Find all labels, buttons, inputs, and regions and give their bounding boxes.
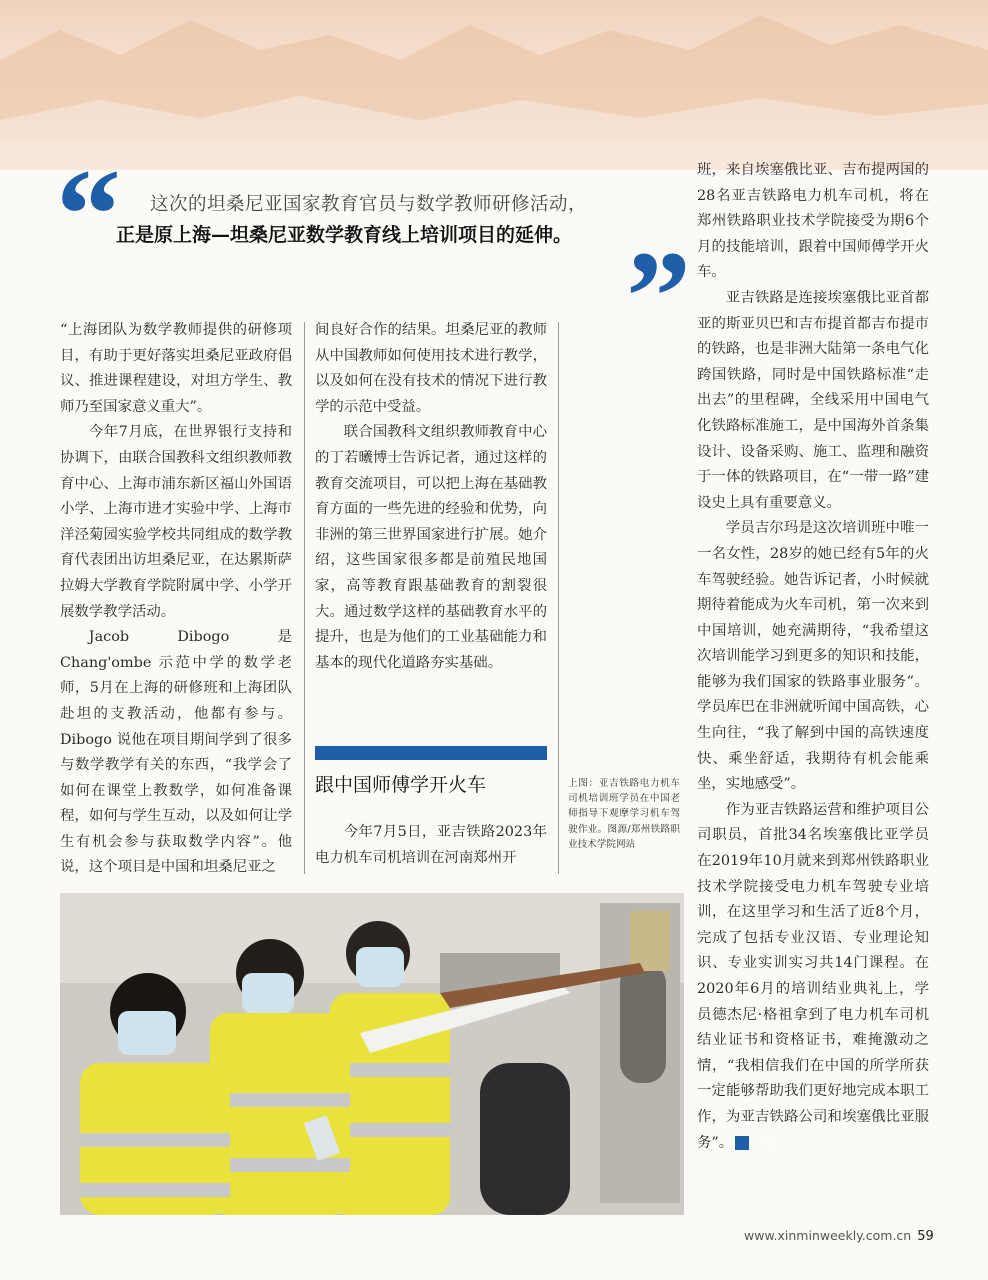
paragraph: 学员吉尔玛是这次培训班中唯一一名女性，28岁的她已经有5年的火车驾驶经验。她告诉记者，小时候就期待着能成为火车司机，第一次来到中国培训，她充满期待，“我希望这次培训能学习到更多的知识和技能，能够为我们国家的铁路事业服务”。学员库巴在非洲就听闻中国高铁，心生向往，“我了解到中国的高铁速度快、乘坐舒适，我期待有机会能乘坐，实地感受”。 — [697, 520, 929, 793]
column-divider — [304, 322, 305, 874]
subheading-bar — [315, 746, 547, 760]
paragraph-text: 作为亚吉铁路运营和维护项目公司职员，首批34名埃塞俄比亚学员在2019年10月就来到郑州铁路职业技术学院接受电力机车驾驶专业培训，在这里学习和生活了近8个月，完成了包括专业汉语、专业理论知识、专业实训实习共14门课程。在2020年6月的培训结业典礼上，学员德杰尼·格祖拿到了电力机车司机结业证书和资格证书，难掩激动之情，“我相信我们在中国的所学所获一定能够帮助我们更好地完成本职工作，为亚吉铁路公司和埃塞俄比亚服务”。 — [697, 801, 929, 1151]
paragraph: “上海团队为数学教师提供的研修项目，有助于更好落实坦桑尼亚政府倡议、推进课程建设，对坦方学生、教师乃至国家意义重大”。 — [60, 322, 292, 415]
paragraph: 今年7月底，在世界银行支持和协调下，由联合国教科文组织教师教育中心、上海市浦东新区福山外国语小学、上海市进才实验中学、上海市洋泾菊园实验学校共同组成的数学教育代表团出访坦桑尼亚，在达累斯萨拉姆大学教育学院附属中学、小学开展数学教学活动。 — [60, 424, 292, 620]
paragraph: 班，来自埃塞俄比亚、吉布提两国的28名亚吉铁路电力机车司机，将在郑州铁路职业技术学院接受为期6个月的技能培训，跟着中国师傅学开火车。 — [697, 162, 929, 281]
paragraph: 亚吉铁路是连接埃塞俄比亚首都亚的斯亚贝巴和吉布提首都吉布提市的铁路，也是非洲大陆第一条电气化跨国铁路，同时是中国铁路标准“走出去”的里程碑，全线采用中国电气化铁路标准施工，是中国海外首条集设计、设备采购、施工、监理和融资于一体的铁路项目，在“一带一路”建设史上具有重要意义。 — [697, 289, 929, 511]
end-mark-icon: 民 — [735, 1136, 749, 1150]
pull-quote-line-2: 正是原上海—坦桑尼亚数学教育线上培训项目的延伸。 — [116, 224, 573, 246]
article-column-2 — [315, 318, 547, 718]
close-quote-mark-icon: ” — [626, 225, 691, 369]
website-url: www.xinminweekly.com.cn — [744, 1228, 912, 1243]
article-column-2-continued — [315, 820, 547, 876]
open-quote-mark-icon: “ — [56, 143, 121, 287]
photo-caption: 上图：亚吉铁路电力机车司机培训班学员在中国老师指导下观摩学习机车驾驶作业。图源/郑州铁路职业技术学院网站 — [568, 778, 680, 850]
training-photo — [60, 893, 684, 1215]
column-divider — [558, 322, 559, 874]
section-subheading: 跟中国师傅学开火车 — [315, 774, 487, 796]
article-column-3 — [697, 158, 929, 1218]
paragraph: 间良好合作的结果。坦桑尼亚的教师从中国教师如何使用技术进行教学，以及如何在没有技术的情况下进行教学的示范中受益。 — [315, 322, 547, 415]
paragraph: 今年7月5日，亚吉铁路2023年电力机车司机培训在河南郑州开 — [315, 824, 547, 866]
page-footer — [744, 1228, 934, 1244]
mountain-header-illustration — [0, 0, 988, 170]
article-column-1 — [60, 318, 292, 878]
paragraph: Jacob Dibogo 是 Chang'ombe 示范中学的数学老师，5月在上海的研修班和上海团队赴坦的支教活动，他都有参与。Dibogo 说他在项目期间学到了很多与数学教学有关的东西，“我学会了如何在课堂上教数学，如何准备课程，如何与学生互动，以及如何让学生有机会参与获取数学内容”。他说，这个项目是中国和坦桑尼亚之 — [60, 629, 292, 876]
paragraph — [697, 798, 929, 1156]
pull-quote-line-1: 这次的坦桑尼亚国家教育官员与数学教师研修活动， — [150, 194, 588, 215]
paragraph: 联合国教科文组织教师教育中心的丁若曦博士告诉记者，通过这样的教育交流项目，可以把上海在基础教育方面的一些先进的经验和优势，向非洲的第三世界国家进行扩展。她介绍，这些国家很多都是前殖民地国家，高等教育跟基础教育的割裂很大。通过数学这样的基础教育水平的提升，也是为他们的工业基础能力和基本的现代化道路夯实基础。 — [315, 424, 547, 671]
page-number: 59 — [917, 1229, 934, 1244]
